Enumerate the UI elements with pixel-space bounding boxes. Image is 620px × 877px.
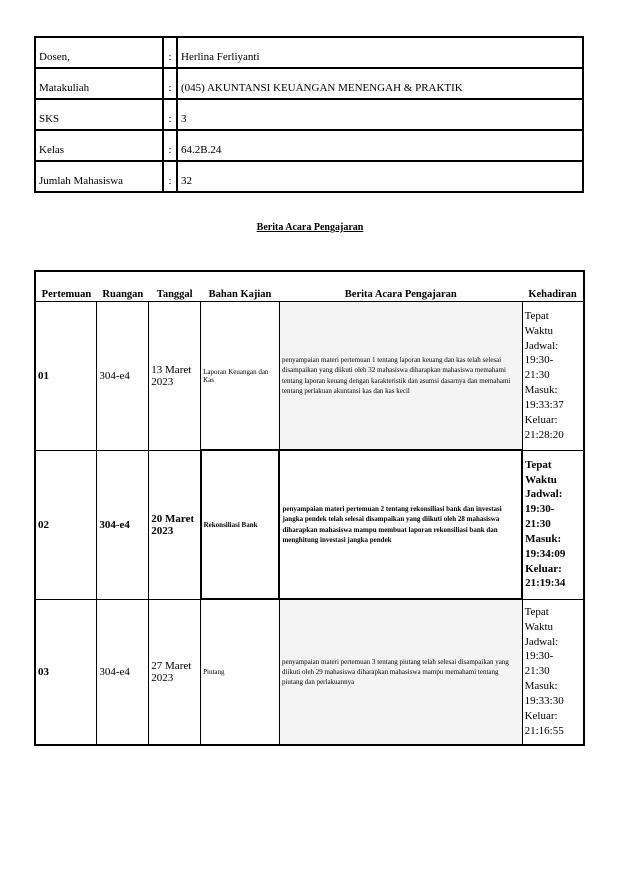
- info-separator: :: [163, 99, 177, 130]
- info-value: 3: [177, 99, 583, 130]
- header-pertemuan: Pertemuan: [35, 271, 97, 302]
- kehadiran-line: Masuk:: [524, 384, 558, 397]
- info-separator: :: [163, 68, 177, 99]
- info-label: Matakuliah: [35, 68, 163, 99]
- info-label: Jumlah Mahasiswa: [35, 161, 163, 192]
- info-value: (045) AKUNTANSI KEUANGAN MENENGAH & PRAKTIK: [177, 68, 583, 99]
- table-row: [35, 450, 584, 599]
- pertemuan-cell: 03: [35, 599, 97, 745]
- tanggal-cell: 13 Maret 2023: [149, 302, 201, 451]
- info-label: Dosen,: [35, 37, 163, 68]
- kehadiran-line: 21:28:20: [524, 428, 564, 441]
- kehadiran-line: Keluar:: [524, 709, 558, 722]
- info-label: SKS: [35, 99, 163, 130]
- info-value: Herlina Ferliyanti: [177, 37, 583, 68]
- kehadiran-line: Jadwal:: [524, 339, 559, 352]
- ruangan-cell: 304-e4: [97, 599, 149, 745]
- table-row: [35, 599, 584, 745]
- kehadiran-line: 19:34:09: [525, 547, 566, 560]
- kehadiran-line: Tepat: [525, 458, 552, 471]
- bahan-kajian-cell: Piutang: [201, 599, 280, 745]
- kehadiran-line: Keluar:: [524, 413, 558, 426]
- kehadiran-line: 19:33:30: [524, 695, 564, 708]
- bahan-kajian-cell: Rekonsiliasi Bank: [201, 450, 280, 599]
- ruangan-cell: 304-e4: [97, 302, 149, 451]
- kehadiran-line: Tepat: [524, 605, 549, 618]
- kehadiran-line: Keluar:: [525, 562, 562, 575]
- kehadiran-line: Masuk:: [524, 680, 558, 693]
- kehadiran-line: Jadwal:: [524, 635, 559, 648]
- kehadiran-line: 19:33:37: [524, 399, 564, 412]
- kehadiran-cell: [522, 450, 584, 599]
- kehadiran-cell: [522, 302, 584, 451]
- kehadiran-line: 21:30: [525, 518, 551, 531]
- kehadiran-line: 21:30: [524, 665, 550, 678]
- header-tanggal: Tanggal: [149, 271, 201, 302]
- kehadiran-line: 19:30-: [524, 650, 554, 663]
- pertemuan-cell: 02: [35, 450, 97, 599]
- berita-acara-cell: penyampaian materi pertemuan 2 tentang rekonsiliasi bank dan investasi jangka pendek telah selesai disampaikan yang diikuti oleh 28 mahasiswa diharapkan mahasiswa mampu membuat laporan rekonsiliasi bank dan menghitung investasi jangka pendek: [279, 450, 522, 599]
- info-row-jumlah-mahasiswa: [35, 161, 583, 192]
- header-ruangan: Ruangan: [97, 271, 149, 302]
- kehadiran-line: 21:30: [524, 369, 550, 382]
- kehadiran-line: 19:30-: [525, 503, 555, 516]
- info-separator: :: [163, 130, 177, 161]
- course-info-table: [34, 36, 584, 193]
- kehadiran-cell: [522, 599, 584, 745]
- kehadiran-line: Waktu: [524, 620, 554, 633]
- tanggal-cell: 27 Maret 2023: [149, 599, 201, 745]
- info-row-kelas: [35, 130, 583, 161]
- bahan-kajian-cell: Laporan Keuangan dan Kas: [201, 302, 280, 451]
- info-value: 64.2B.24: [177, 130, 583, 161]
- header-berita-acara: Berita Acara Pengajaran: [279, 271, 522, 302]
- pertemuan-cell: 01: [35, 302, 97, 451]
- info-separator: :: [163, 37, 177, 68]
- kehadiran-line: Waktu: [525, 473, 557, 486]
- header-bahan-kajian: Bahan Kajian: [201, 271, 280, 302]
- table-row: [35, 302, 584, 451]
- berita-acara-cell: penyampaian materi pertemuan 3 tentang piutang telah selesai disampaikan yang diikuti oleh 29 mahasiswa diharapkan mahasiswa mampu memahami tentang piutang dan perlakuannya: [279, 599, 522, 745]
- ruangan-cell: 304-e4: [97, 450, 149, 599]
- tanggal-cell: 20 Maret 2023: [149, 450, 201, 599]
- info-row-sks: [35, 99, 583, 130]
- info-row-dosen: [35, 37, 583, 68]
- kehadiran-line: Tepat: [524, 309, 549, 322]
- header-kehadiran: Kehadiran: [522, 271, 584, 302]
- kehadiran-line: 21:16:55: [524, 724, 564, 737]
- info-label: Kelas: [35, 130, 163, 161]
- berita-acara-cell: penyampaian materi pertemuan 1 tentang laporan keuang dan kas telah selesai disampaikan yang diikuti oleh 32 mahasiswa diharapkan mahasiswa memahami tentang laporan keuang dengan karakteristik dan asumsi dasarnya dan memahami tentang perlakuan akuntansi kas dan kas kecil: [279, 302, 522, 451]
- kehadiran-line: Masuk:: [525, 532, 562, 545]
- kehadiran-line: 21:19:34: [525, 577, 566, 590]
- info-separator: :: [163, 161, 177, 192]
- kehadiran-line: Waktu: [524, 324, 554, 337]
- kehadiran-line: 19:30-: [524, 354, 554, 367]
- info-value: 32: [177, 161, 583, 192]
- teaching-record-table: [34, 270, 585, 746]
- info-row-matakuliah: [35, 68, 583, 99]
- page-title: Berita Acara Pengajaran: [256, 222, 364, 233]
- table-header-row: [35, 271, 584, 302]
- kehadiran-line: Jadwal:: [525, 488, 563, 501]
